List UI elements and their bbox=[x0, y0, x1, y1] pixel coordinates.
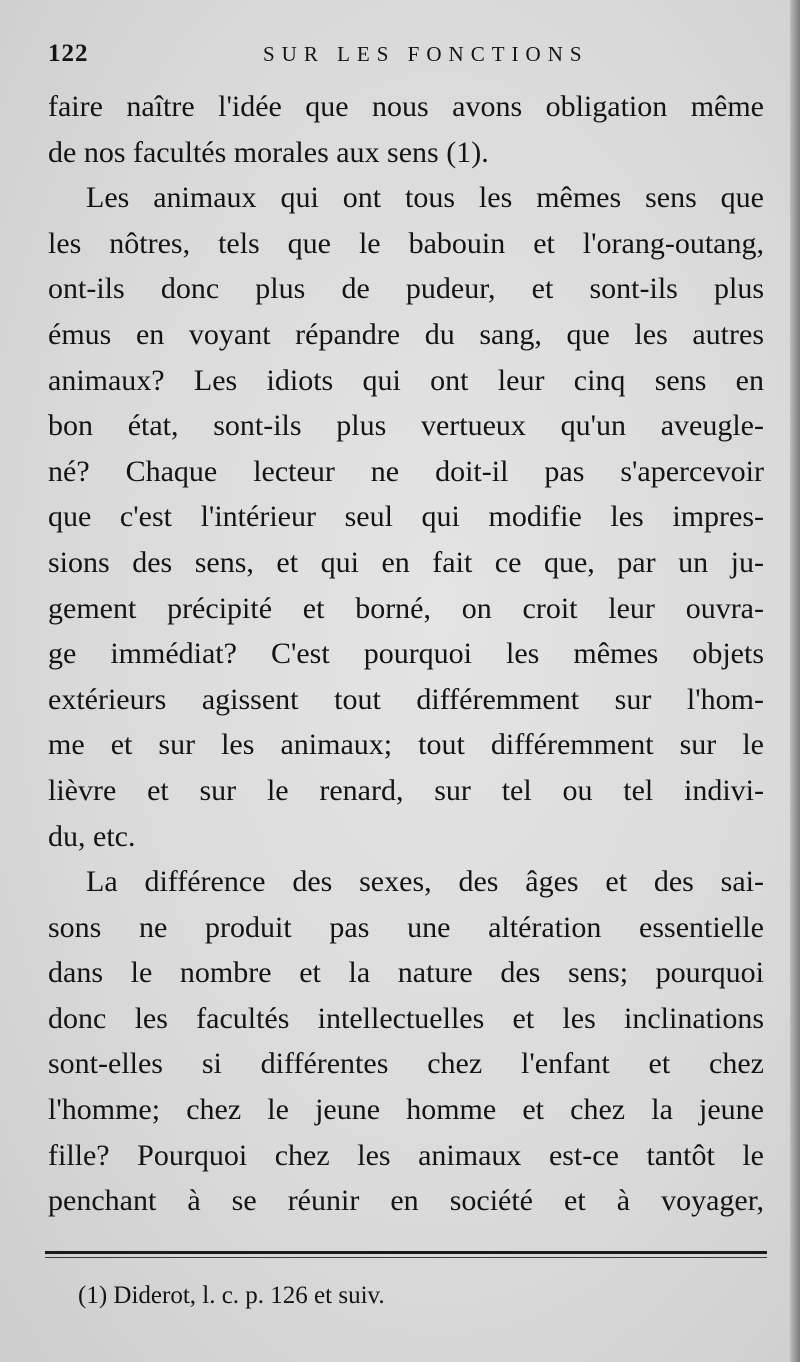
footnote: (1) Diderot, l. c. p. 126 et suiv. bbox=[78, 1282, 385, 1309]
text-line: sons ne produit pas une altération essentielle bbox=[48, 910, 764, 944]
text-line: sions des sens, et qui en fait ce que, par un ju- bbox=[48, 545, 764, 579]
text-line: donc les facultés intellectuelles et les inclinations bbox=[48, 1001, 764, 1035]
text-line: de nos facultés morales aux sens (1). bbox=[48, 135, 489, 169]
footnote-separator-thin bbox=[45, 1257, 767, 1258]
body-text bbox=[48, 84, 764, 1224]
page-edge-shadow bbox=[790, 0, 800, 1362]
text-line: né? Chaque lecteur ne doit-il pas s'apercevoir bbox=[48, 454, 764, 488]
text-line: dans le nombre et la nature des sens; pourquoi bbox=[48, 956, 764, 990]
text-line: du, etc. bbox=[48, 819, 136, 853]
text-line: extérieurs agissent tout différemment sur l'hom- bbox=[48, 682, 764, 716]
page-number: 122 bbox=[48, 40, 89, 67]
text-line: faire naître l'idée que nous avons obligation même bbox=[48, 90, 764, 123]
footnote-separator bbox=[45, 1251, 767, 1254]
text-line: lièvre et sur le renard, sur tel ou tel indivi- bbox=[48, 773, 764, 807]
text-line: bon état, sont-ils plus vertueux qu'un aveugle- bbox=[48, 409, 764, 443]
running-title: SUR LES FONCTIONS bbox=[263, 42, 589, 66]
text-line: ge immédiat? C'est pourquoi les mêmes objets bbox=[48, 637, 764, 671]
text-line: que c'est l'intérieur seul qui modifie les impres- bbox=[48, 500, 764, 534]
text-line: me et sur les animaux; tout différemment sur le bbox=[48, 728, 764, 762]
text-line: gement précipité et borné, on croit leur ouvra- bbox=[48, 591, 764, 625]
text-line: La différence des sexes, des âges et des sai- bbox=[86, 865, 764, 899]
text-line: penchant à se réunir en société et à voyager, bbox=[48, 1184, 764, 1218]
text-line: les nôtres, tels que le babouin et l'orang-outang, bbox=[48, 226, 764, 260]
page-header bbox=[48, 40, 768, 80]
text-line: ont-ils donc plus de pudeur, et sont-ils plus bbox=[48, 272, 764, 306]
text-line: l'homme; chez le jeune homme et chez la jeune bbox=[48, 1093, 764, 1127]
text-line: émus en voyant répandre du sang, que les autres bbox=[48, 317, 764, 351]
text-line: fille? Pourquoi chez les animaux est-ce tantôt le bbox=[48, 1138, 764, 1172]
text-line: sont-elles si différentes chez l'enfant et chez bbox=[48, 1047, 764, 1081]
text-line: animaux? Les idiots qui ont leur cinq sens en bbox=[48, 363, 764, 397]
text-line: Les animaux qui ont tous les mêmes sens que bbox=[86, 181, 764, 215]
